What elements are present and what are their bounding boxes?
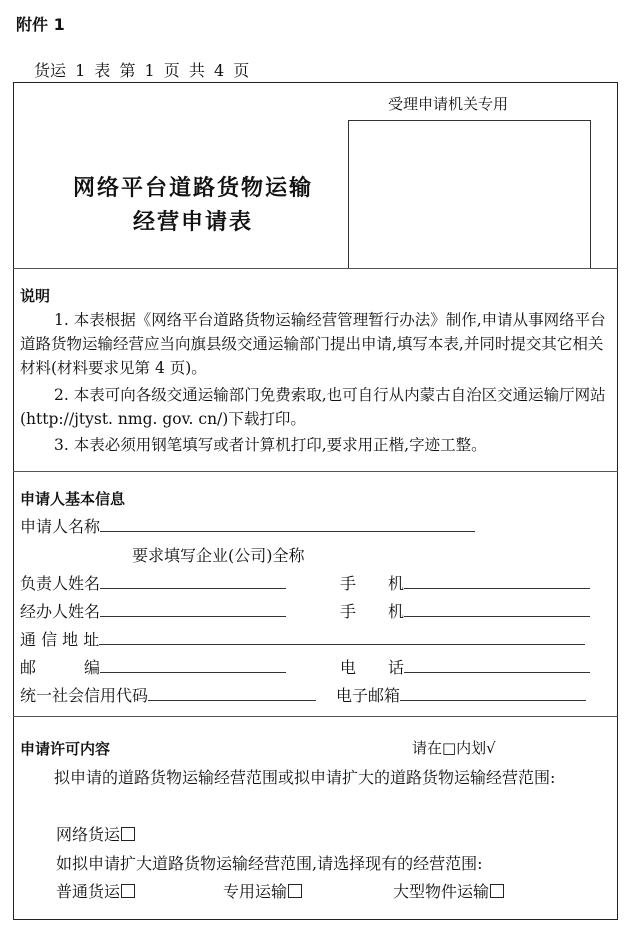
- large-cargo-option[interactable]: [393, 879, 504, 902]
- handler-mobile-row: [340, 599, 590, 622]
- large-cargo-label: 大型物件运输: [393, 882, 490, 901]
- address-row: [20, 627, 585, 650]
- agency-use-box: [348, 120, 591, 269]
- special-transport-option[interactable]: [223, 879, 302, 902]
- handler-mobile-field[interactable]: [404, 602, 590, 617]
- instruction-item-3: 3. 本表必须用钢笔填写或者计算机打印,要求用正楷,字迹工整。: [54, 436, 487, 454]
- email-field[interactable]: [400, 686, 586, 701]
- credit-code-label: 统一社会信用代码: [20, 686, 149, 705]
- divider: [13, 716, 618, 717]
- network-freight-option[interactable]: [56, 822, 135, 845]
- handler-mobile-label: 手 机: [340, 602, 405, 621]
- form-title: [28, 172, 358, 240]
- network-freight-label: 网络货运: [56, 825, 121, 844]
- special-transport-checkbox[interactable]: [288, 884, 302, 898]
- form-title-line2: 经营申请表: [132, 210, 253, 235]
- large-cargo-checkbox[interactable]: [490, 884, 504, 898]
- general-freight-label: 普通货运: [56, 882, 121, 901]
- general-freight-option[interactable]: [56, 879, 135, 902]
- handler-name-field[interactable]: [100, 602, 286, 617]
- form-meta: 货运 1 表 第 1 页 共 4 页: [34, 61, 250, 80]
- general-freight-checkbox[interactable]: [121, 884, 135, 898]
- leader-mobile-label: 手 机: [340, 574, 405, 593]
- permit-heading: 申请许可内容: [20, 740, 111, 758]
- instruction-item-2: 2. 本表可向各级交通运输部门免费索取,也可自行从内蒙古自治区交通运输厅网站(http://jtyst. nmg. gov. cn/)下载打印。: [20, 386, 606, 428]
- email-row: [336, 683, 586, 706]
- instruction-item-1: 1. 本表根据《网络平台道路货物运输经营管理暂行办法》制作,申请从事网络平台道路货物运输经营应当向旗县级交通运输部门提出申请,填写本表,并同时提交其它相关材料(材料要求见第 4 页)。: [20, 311, 606, 377]
- network-freight-checkbox[interactable]: [121, 827, 135, 841]
- address-field[interactable]: [99, 630, 585, 645]
- email-label: 电子邮箱: [336, 686, 401, 705]
- special-transport-label: 专用运输: [223, 882, 288, 901]
- phone-row: [340, 655, 590, 678]
- credit-code-row: [20, 683, 316, 706]
- agency-use-label: 受理申请机关专用: [388, 95, 509, 113]
- leader-name-label: 负责人姓名: [20, 574, 101, 593]
- expand-scope-text: 如拟申请扩大道路货物运输经营范围,请选择现有的经营范围:: [56, 854, 483, 873]
- leader-mobile-field[interactable]: [404, 574, 590, 589]
- scope-text: 拟申请的道路货物运输经营范围或拟申请扩大的道路货物运输经营范围:: [54, 768, 556, 787]
- leader-mobile-row: [340, 571, 590, 594]
- attachment-label: 附件 1: [16, 15, 65, 34]
- phone-label: 电 话: [340, 658, 405, 677]
- leader-row: [20, 571, 286, 594]
- divider: [13, 268, 618, 269]
- instructions-heading: 说明: [20, 287, 51, 305]
- form-title-line1: 网络平台道路货物运输: [72, 176, 313, 201]
- postcode-label: 邮 编: [20, 658, 101, 677]
- check-instruction: 请在□内划√: [412, 739, 496, 757]
- applicant-name-field[interactable]: [100, 517, 475, 532]
- postcode-field[interactable]: [100, 658, 286, 673]
- credit-code-field[interactable]: [148, 686, 316, 701]
- applicant-heading: 申请人基本信息: [20, 490, 126, 508]
- phone-field[interactable]: [404, 658, 590, 673]
- postcode-row: [20, 655, 286, 678]
- applicant-name-hint: 要求填写企业(公司)全称: [132, 546, 305, 565]
- handler-name-label: 经办人姓名: [20, 602, 101, 621]
- applicant-name-row: [20, 514, 475, 537]
- address-label: 通 信 地 址: [20, 630, 100, 649]
- leader-name-field[interactable]: [100, 574, 286, 589]
- handler-row: [20, 599, 286, 622]
- divider: [13, 471, 618, 472]
- applicant-name-label: 申请人名称: [20, 517, 101, 536]
